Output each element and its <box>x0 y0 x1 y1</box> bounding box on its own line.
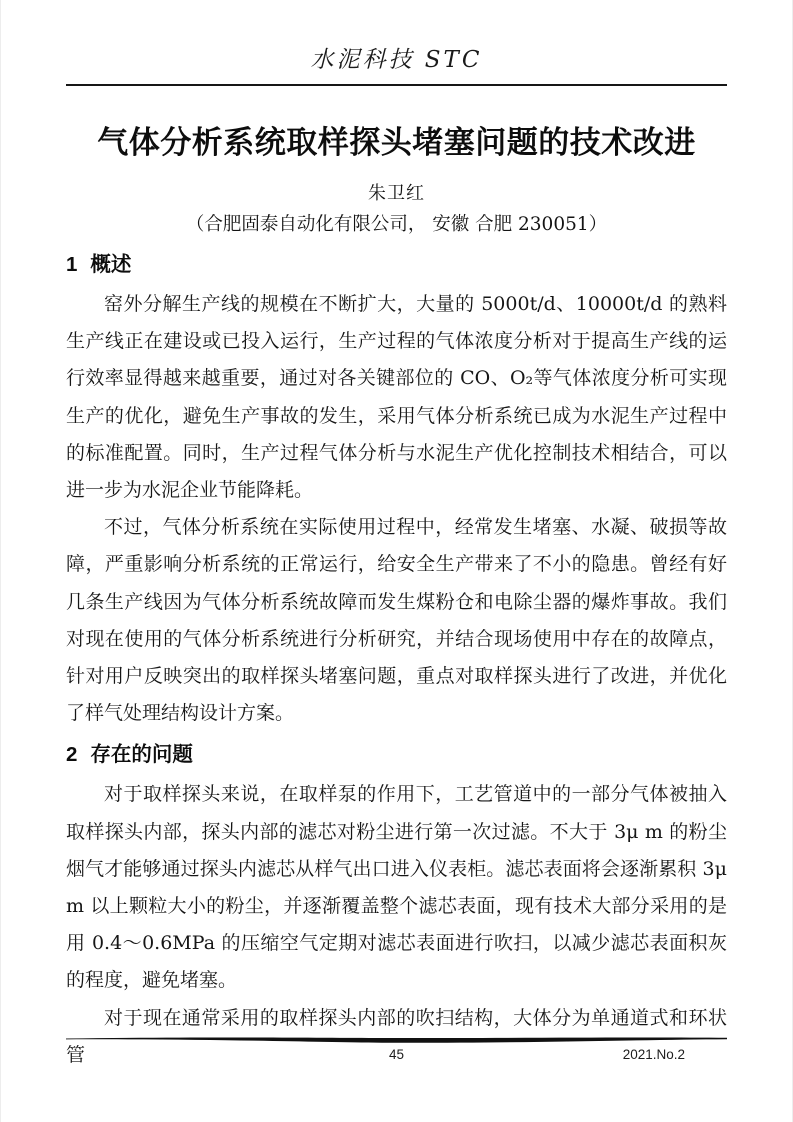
paragraph: 窑外分解生产线的规模在不断扩大，大量的 5000t/d、10000t/d 的熟料生产线正在建设或已投入运行，生产过程的气体浓度分析对于提高生产线的运行效率显得越来越重要，通过对各关键部位的 CO、O₂等气体浓度分析可实现生产的优化，避免生产事故的发生，采用气体分析系统已成为水泥生产过程中的标准配置。同时，生产过程气体分析与水泥生产优化控制技术相结合，可以进一步为水泥企业节能降耗。 <box>66 293 727 502</box>
section-1-heading <box>66 250 727 280</box>
journal-name: 水泥科技 STC <box>310 47 483 73</box>
footer-meta <box>66 1045 727 1063</box>
issue-label: 2021.No.2 <box>622 1047 685 1062</box>
author-name: 朱卫红 <box>368 183 425 204</box>
author-affiliation: （合肥固泰自动化有限公司， 安徽 合肥 230051） <box>185 214 608 235</box>
page-content <box>1 44 792 1074</box>
paragraph: 对于现在通常采用的取样探头内部的吹扫结构，大体分为单通道式和环状管 <box>66 1006 727 1066</box>
page-number: 45 <box>388 1047 405 1062</box>
section-2-heading <box>66 740 727 770</box>
paragraph: 对于取样探头来说，在取样泵的作用下，工艺管道中的一部分气体被抽入取样探头内部，探头内部的滤芯对粉尘进行第一次过滤。不大于 3μ m 的粉尘烟气才能够通过探头内滤芯从样气出口进入仪表柜。滤芯表面将会逐渐累积 3μ m 以上颗粒大小的粉尘，并逐渐覆盖整个滤芯表面，现有技术大部分采用的是用 0.4～0.6MPa 的压缩空气定期对滤芯表面进行吹扫，以减少滤芯表面积灰的程度，避免堵塞。 <box>66 783 727 992</box>
section-1-number: 1 <box>66 253 78 276</box>
section-2-title: 存在的问题 <box>90 743 193 767</box>
paragraph: 不过，气体分析系统在实际使用过程中，经常发生堵塞、水凝、破损等故障，严重影响分析系统的正常运行，给安全生产带来了不小的隐患。曾经有好几条生产线因为气体分析系统故障而发生煤粉仓和电除尘器的爆炸事故。我们对现在使用的气体分析系统进行分析研究，并结合现场使用中存在的故障点，针对用户反映突出的取样探头堵塞问题，重点对取样探头进行了改进，并优化了样气处理结构设计方案。 <box>66 516 727 725</box>
section-1-title: 概述 <box>90 253 132 276</box>
footer-rule <box>66 1035 727 1044</box>
article-title: 气体分析系统取样探头堵塞问题的技术改进 <box>97 125 696 160</box>
page-footer <box>66 1035 727 1063</box>
header-rule <box>66 84 727 86</box>
section-2-number: 2 <box>66 743 78 767</box>
